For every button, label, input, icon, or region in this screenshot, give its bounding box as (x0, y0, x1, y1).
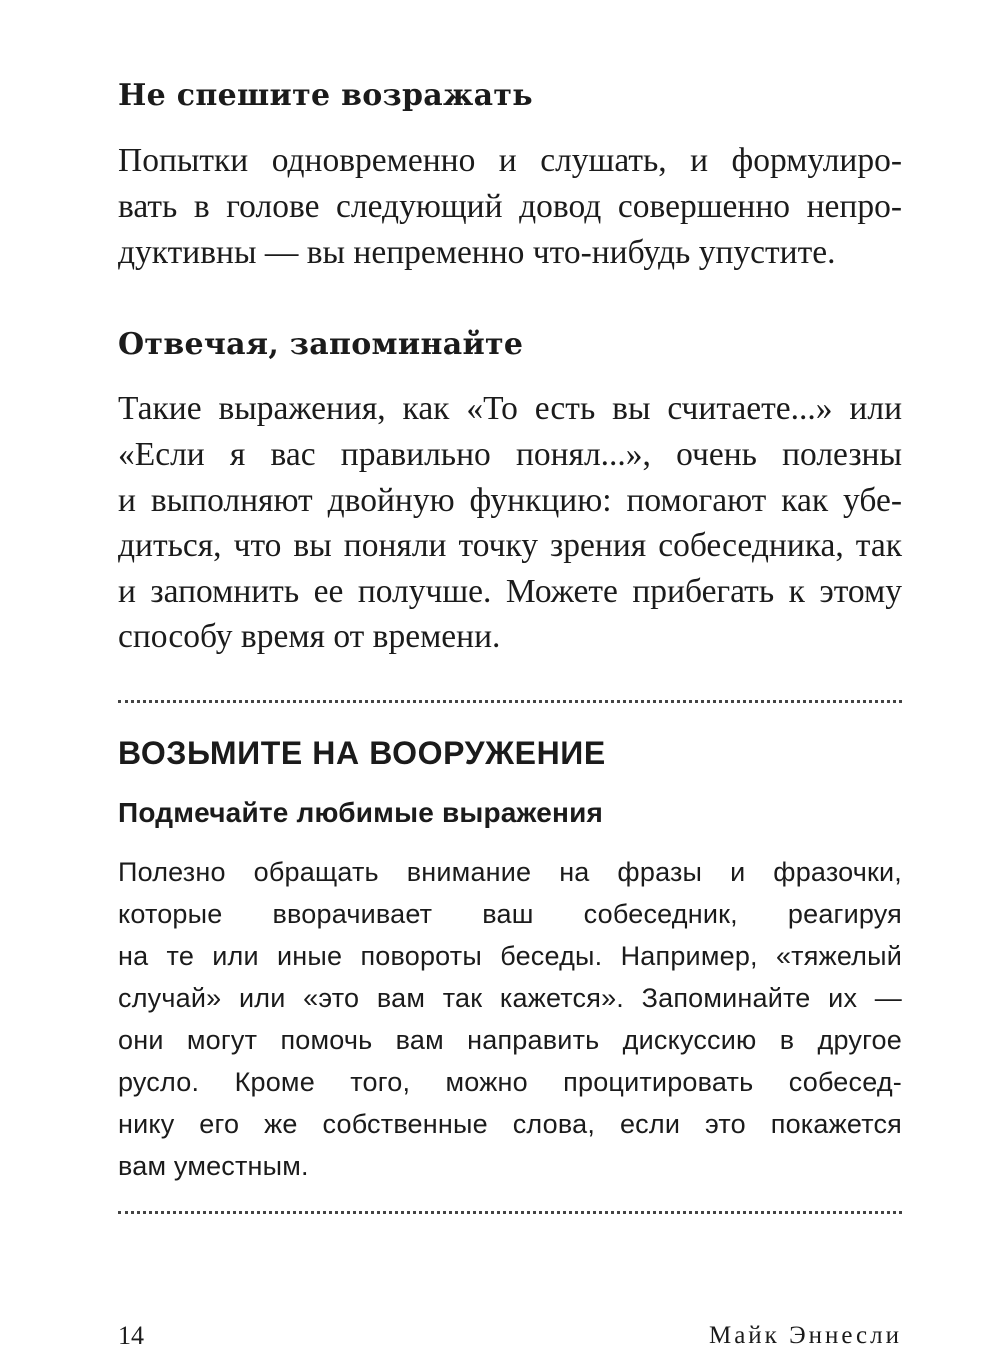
callout-line: которые вворачивает ваш собеседник, реагируя (118, 899, 902, 929)
paragraph-line: диться, что вы поняли точку зрения собеседника, так (118, 527, 902, 564)
book-page (118, 0, 902, 1367)
running-footer-author: Майк Эннесли (708, 1322, 902, 1349)
dotted-divider-top (118, 700, 902, 703)
dotted-divider-bottom (118, 1211, 902, 1214)
paragraph-line: способу время от времени. (118, 618, 501, 655)
callout-line: они могут помочь вам направить дискуссию в другое (118, 1025, 902, 1055)
callout-line: Полезно обращать внимание на фразы и фразочки, (118, 857, 902, 887)
paragraph-line: дуктивны — вы непременно что-нибудь упустите. (118, 234, 836, 271)
callout-line: нику его же собственные слова, если это покажется (118, 1109, 902, 1139)
paragraph-line: вать в голове следующий довод совершенно непро- (118, 188, 902, 225)
paragraph-line: Попытки одновременно и слушать, и формулиро- (118, 142, 902, 179)
callout-line: случай» или «это вам так кажется». Запоминайте их — (118, 983, 902, 1013)
paragraph-line: Такие выражения, как «То есть вы считаете...» или (118, 390, 902, 427)
section-heading-dont-rush: Не спешите возражать (118, 78, 533, 113)
callout-line: на те или иные повороты беседы. Например, «тяжелый (118, 941, 902, 971)
paragraph-line: «Если я вас правильно понял...», очень полезны (118, 436, 902, 473)
callout-title: ВОЗЬМИТЕ НА ВООРУЖЕНИЕ (118, 735, 606, 771)
callout-line: вам уместным. (118, 1151, 309, 1181)
paragraph-line: и выполняют двойную функцию: помогают как убе- (118, 482, 902, 519)
paragraph-line: и запомнить ее получше. Можете прибегать к этому (118, 573, 902, 610)
callout-subtitle: Подмечайте любимые выражения (118, 797, 604, 828)
page-number: 14 (118, 1321, 144, 1350)
callout-line: русло. Кроме того, можно процитировать собесед- (118, 1067, 902, 1097)
section-heading-answer-remember: Отвечая, запоминайте (118, 327, 524, 362)
